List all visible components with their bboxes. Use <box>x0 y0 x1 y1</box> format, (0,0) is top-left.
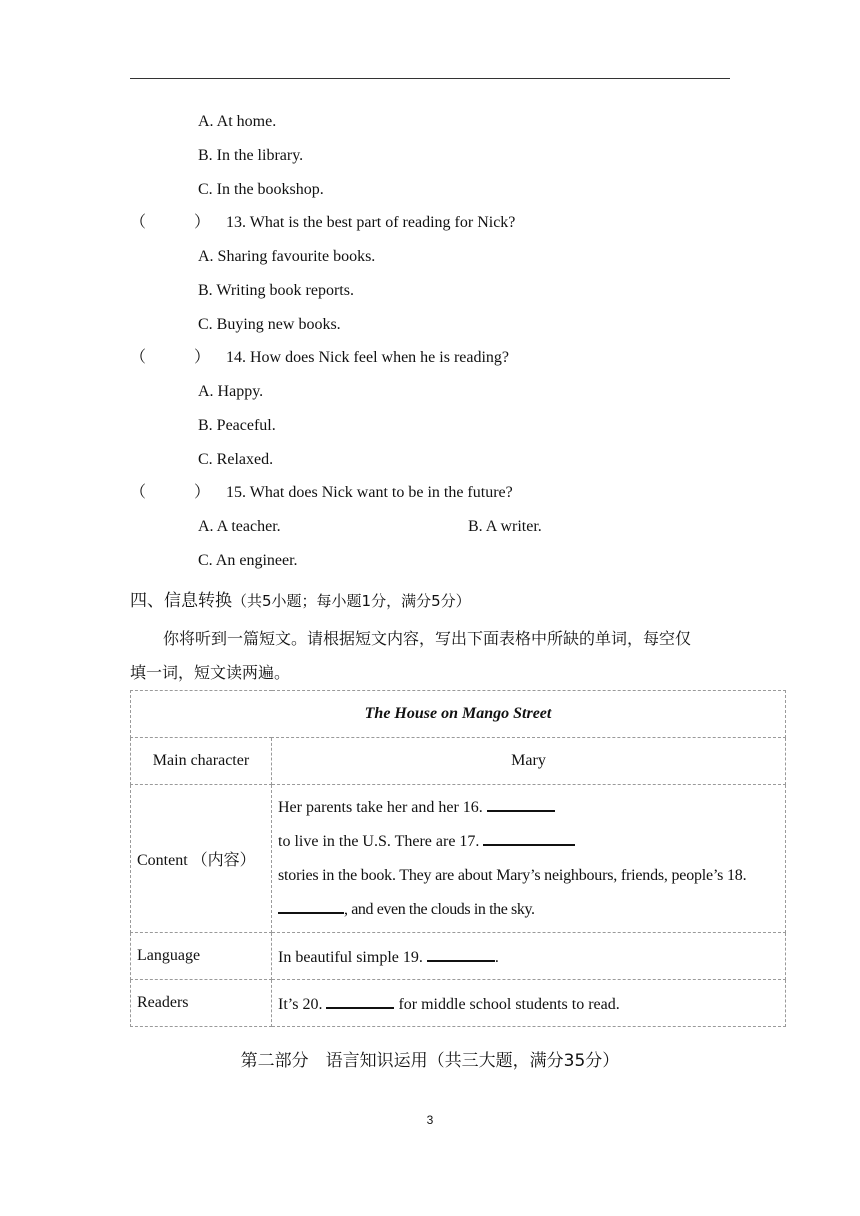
q15-option-c: C. An engineer. <box>198 552 298 569</box>
content-line-4: , and even the clouds in the sky. <box>344 900 535 918</box>
blank-20[interactable] <box>326 993 394 1009</box>
content-line <box>278 859 779 893</box>
q14-option-c: C. Relaxed. <box>198 451 274 468</box>
instruction-line-1: 你将听到一篇短文。请根据短文内容，写出下面表格中所缺的单词，每空仅 <box>163 629 692 648</box>
part-two-title: 第二部分 语言知识运用（共三大题，满分35分） <box>240 1051 620 1071</box>
table-row <box>131 980 786 1027</box>
content-cell <box>272 785 786 933</box>
q15-answer-bracket: （ ） <box>130 484 211 501</box>
readers-text-start: It’s 20. <box>278 995 323 1013</box>
language-cell <box>272 933 786 980</box>
main-character-value: Mary <box>272 738 786 785</box>
language-text: In beautiful simple 19. <box>278 948 423 966</box>
content-line <box>278 893 779 927</box>
q13-answer-bracket: （ ） <box>130 214 211 231</box>
table-row <box>131 933 786 980</box>
readers-label: Readers <box>131 980 272 1027</box>
main-character-label: Main character <box>131 738 272 785</box>
q14-option-a: A. Happy. <box>198 383 264 400</box>
q15-option-a: A. A teacher. <box>198 518 281 535</box>
readers-text-end: for middle school students to read. <box>398 995 620 1013</box>
table-row <box>131 738 786 785</box>
content-line <box>278 791 779 825</box>
blank-16[interactable] <box>487 796 555 812</box>
q15-option-b: B. A writer. <box>468 518 542 535</box>
blank-19[interactable] <box>427 946 495 962</box>
info-table <box>130 690 786 1027</box>
q13-text: 13. What is the best part of reading for Nick? <box>226 214 516 231</box>
q13-option-c: C. Buying new books. <box>198 316 341 333</box>
content-line-3: stories in the book. They are about Mary’s neighbours, friends, people’s 18. <box>278 866 747 884</box>
section-heading <box>130 590 471 612</box>
readers-cell <box>272 980 786 1027</box>
table-row <box>131 691 786 738</box>
content-line <box>278 825 779 859</box>
section-heading-title: 四、信息转换 <box>130 591 232 611</box>
q12-option-b: B. In the library. <box>198 147 304 164</box>
q15-text: 15. What does Nick want to be in the future? <box>226 484 513 501</box>
q14-option-b: B. Peaceful. <box>198 417 276 434</box>
q13-option-a: A. Sharing favourite books. <box>198 248 376 265</box>
language-end: . <box>494 948 499 966</box>
content-line-2: to live in the U.S. There are 17. <box>278 832 480 850</box>
blank-17[interactable] <box>483 830 575 846</box>
language-label: Language <box>131 933 272 980</box>
header-rule <box>130 78 730 79</box>
q14-text: 14. How does Nick feel when he is reading? <box>226 349 510 366</box>
table-title: The House on Mango Street <box>131 691 786 738</box>
table-row <box>131 785 786 933</box>
page-number: 3 <box>426 1113 434 1127</box>
blank-18[interactable] <box>278 898 344 914</box>
section-heading-note: （共5小题；每小题1分，满分5分） <box>232 592 471 610</box>
q12-option-a: A. At home. <box>198 113 277 130</box>
q14-answer-bracket: （ ） <box>130 349 211 366</box>
q12-option-c: C. In the bookshop. <box>198 181 324 198</box>
q13-option-b: B. Writing book reports. <box>198 282 354 299</box>
content-label: Content （内容） <box>131 785 272 933</box>
instruction-line-2: 填一词，短文读两遍。 <box>130 663 291 682</box>
content-line-1: Her parents take her and her 16. <box>278 798 483 816</box>
